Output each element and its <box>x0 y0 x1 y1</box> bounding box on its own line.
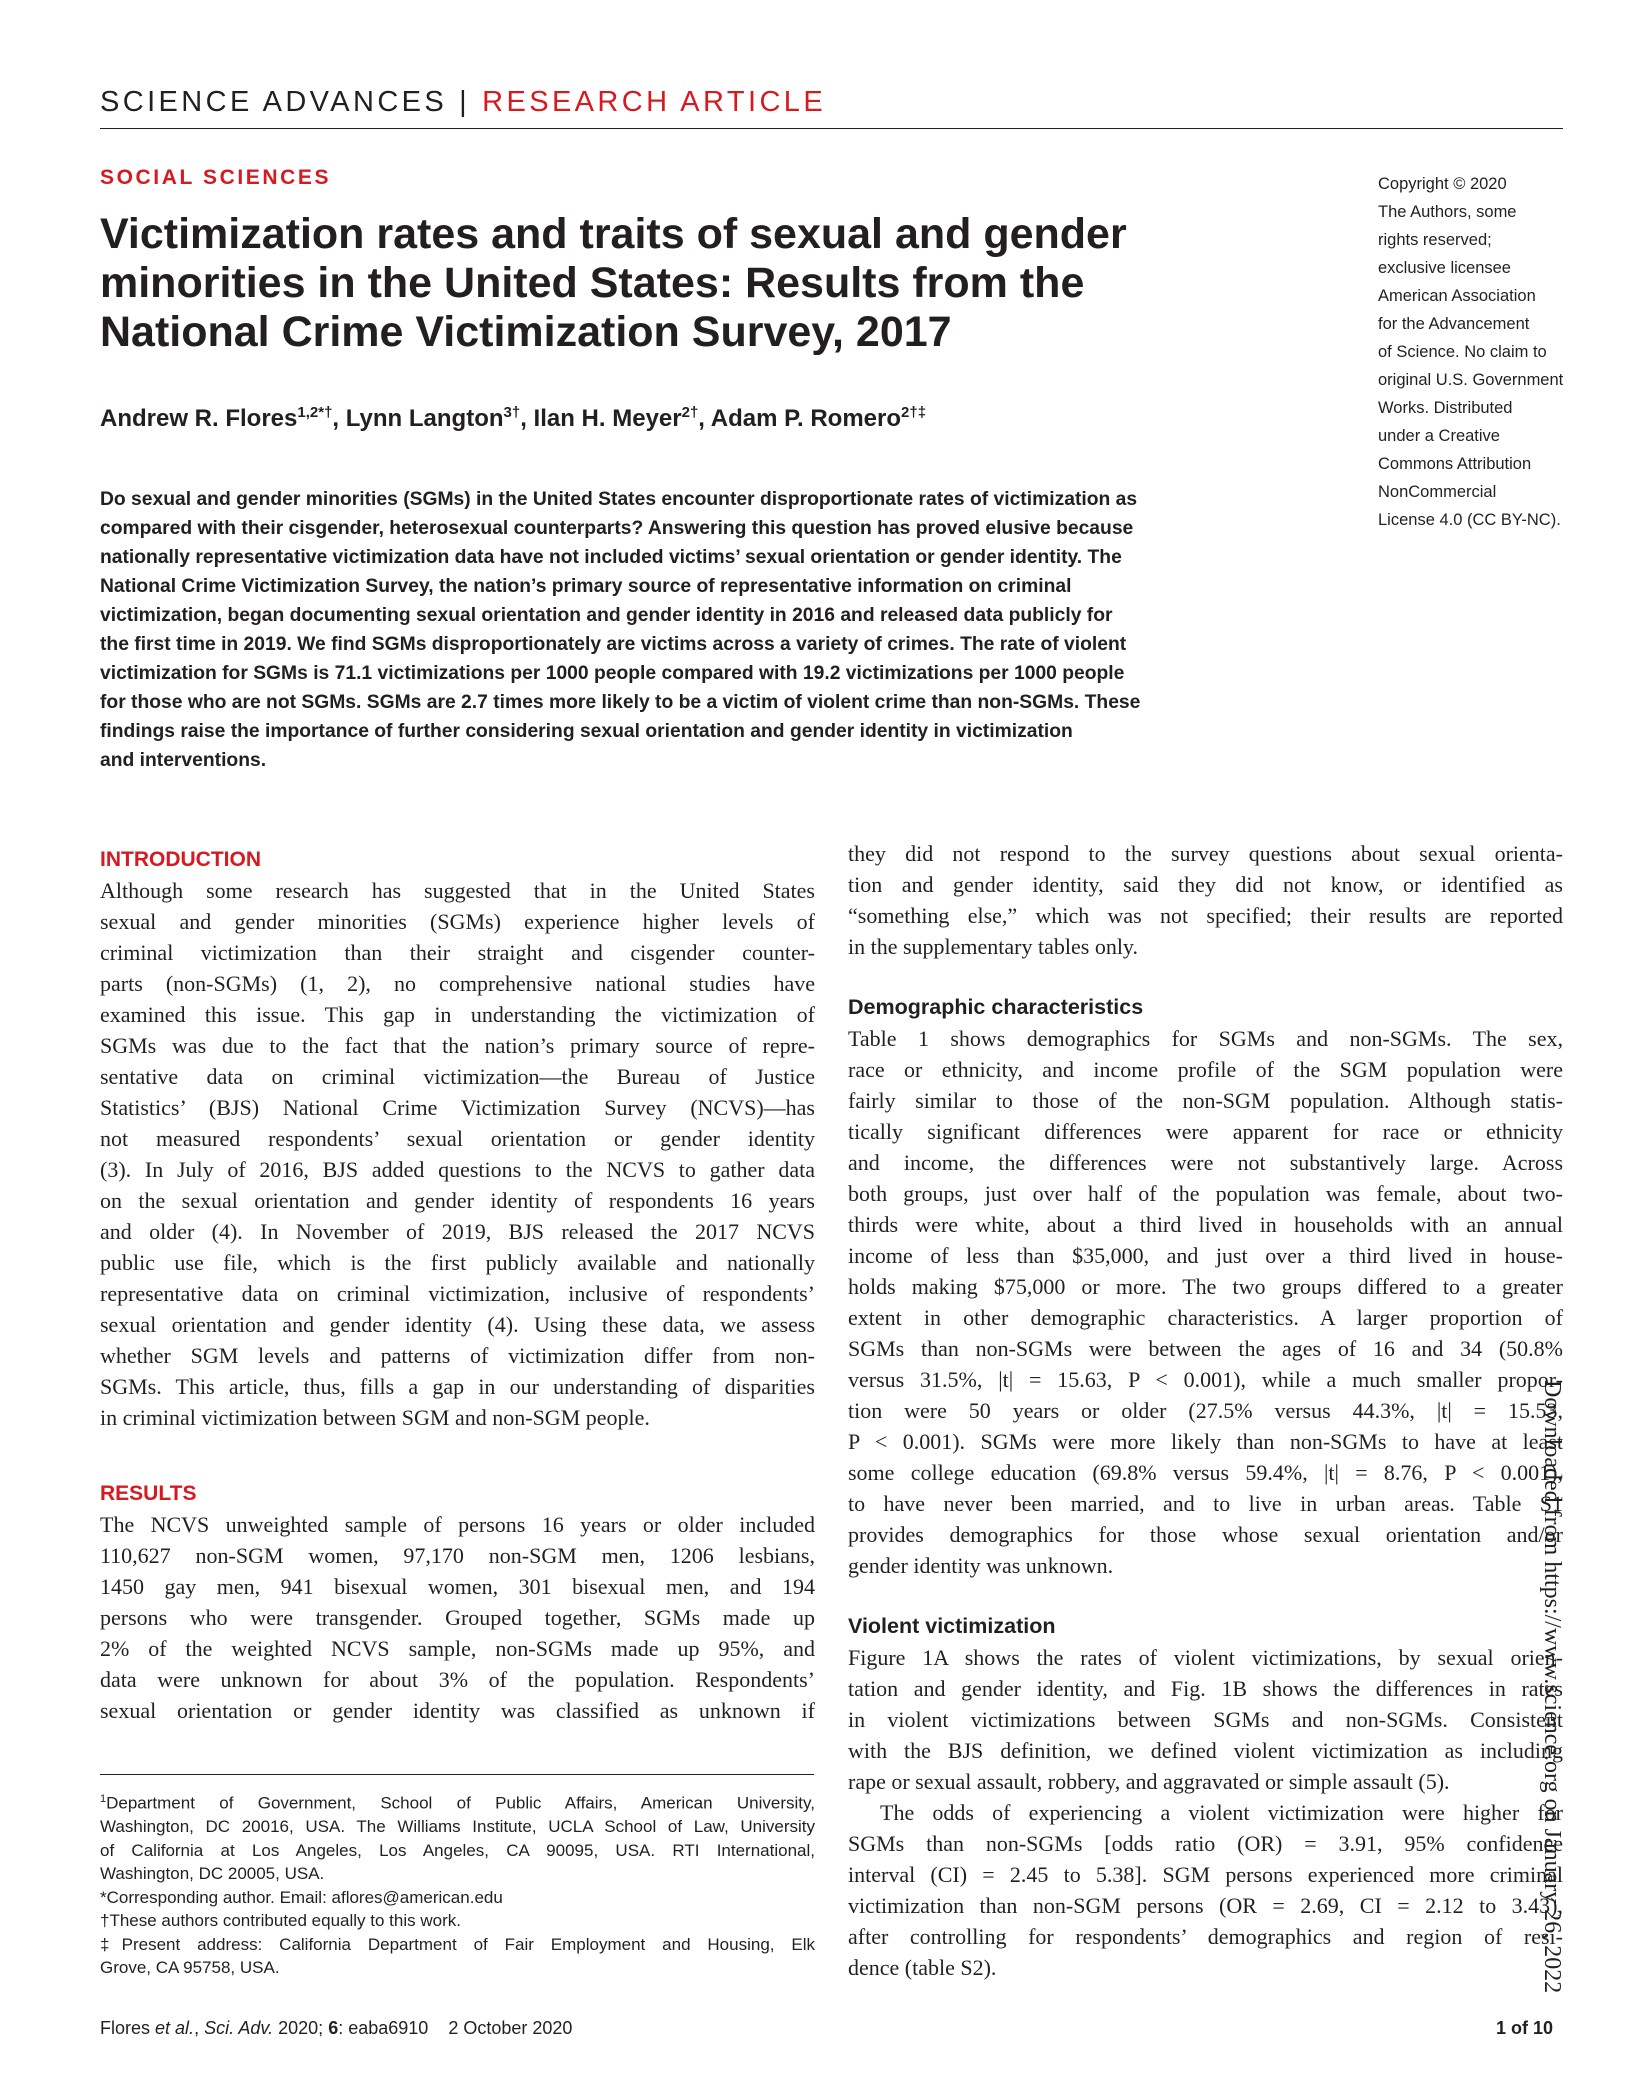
body-line: to have never been married, and to live in urban areas. Table S1 <box>848 1491 1563 1516</box>
section-gap <box>848 962 1563 992</box>
body-line: SGMs than non-SGMs were between the ages of 16 and 34 (50.8% <box>848 1336 1563 1361</box>
body-line: race or ethnicity, and income profile of the SGM population were <box>848 1057 1563 1082</box>
affiliation-line <box>100 1862 815 1886</box>
affiliation-mark: 1 <box>100 1793 107 1805</box>
body-line: SGMs. This article, thus, fills a gap in our understanding of disparities <box>100 1374 815 1399</box>
author-name[interactable]: Adam P. Romero <box>710 405 902 432</box>
body-line: in violent victimizations between SGMs and non-SGMs. Consistent <box>848 1707 1563 1732</box>
body-line: The odds of experiencing a violent victimization were higher for <box>880 1800 1563 1825</box>
body-line: thirds were white, about a third lived in households with an annual <box>848 1212 1563 1237</box>
affiliation-text: Department of Government, School of Public Affairs, American University, <box>106 1793 815 1813</box>
body-line: SGMs was due to the fact that the nation’s primary source of repre- <box>100 1033 815 1058</box>
copyright-line: License 4.0 (CC BY-NC). <box>1378 511 1561 529</box>
article-type: RESEARCH ARTICLE <box>482 86 827 118</box>
body-line: public use file, which is the first publicly available and nationally <box>100 1250 815 1275</box>
body-line: parts (non-SGMs) (1, 2), no comprehensive national studies have <box>100 971 815 996</box>
body-line: P < 0.001). SGMs were more likely than non-SGMs to have at least <box>848 1429 1563 1454</box>
body-line: tically significant differences were apparent for race or ethnicity <box>848 1119 1563 1144</box>
violent-victimization-heading: Violent victimization <box>848 1614 1056 1638</box>
author-separator: , <box>520 405 534 432</box>
present-address-note: Grove, CA 95758, USA. <box>100 1958 280 1978</box>
body-line: The NCVS unweighted sample of persons 16 years or older included <box>100 1512 815 1537</box>
abstract-line: National Crime Victimization Survey, the nation’s primary source of representative information on criminal <box>100 576 1072 597</box>
copyright-line: American Association <box>1378 287 1536 305</box>
journal-header <box>100 80 1563 129</box>
body-line: Statistics’ (BJS) National Crime Victimization Survey (NCVS)—has <box>100 1095 815 1120</box>
body-line: not measured respondents’ sexual orientation or gender identity <box>100 1126 815 1151</box>
footnotes <box>100 1788 815 1980</box>
abstract-line: for those who are not SGMs. SGMs are 2.7 times more likely to be a victim of violent crime than non-SGMs. These <box>100 692 1141 713</box>
results-heading: RESULTS <box>100 1482 197 1505</box>
body-line: persons who were transgender. Grouped together, SGMs made up <box>100 1605 815 1630</box>
body-line: victimization than non-SGM persons (OR = 2.69, CI = 2.12 to 3.43), <box>848 1893 1563 1918</box>
footnote-divider <box>100 1774 814 1775</box>
body-line: they did not respond to the survey questions about sexual orienta- <box>848 841 1563 866</box>
body-line: dence (table S2). <box>848 1955 997 1980</box>
footer-journal: Sci. Adv. <box>204 2018 274 2038</box>
affiliation-text: of California at Los Angeles, Los Angeles, CA 90095, USA. RTI International, <box>100 1840 815 1860</box>
body-line: interval (CI) = 2.45 to 5.38]. SGM persons experienced more criminal <box>848 1862 1563 1887</box>
abstract-line: nationally representative victimization data have not included victims’ sexual orientation or gender identity. The <box>100 547 1122 568</box>
copyright-line: under a Creative <box>1378 427 1500 445</box>
affiliation-text: Washington, DC 20005, USA. <box>100 1864 325 1884</box>
author-affiliation-mark: 3† <box>503 404 521 421</box>
citation-footer: Flores et al., Sci. Adv. 2020; 6: eaba6910 2 October 2020 <box>100 2018 573 2038</box>
section-label: SOCIAL SCIENCES <box>100 166 332 189</box>
body-line: tion were 50 years or older (27.5% versus 44.3%, |t| = 15.53, <box>848 1398 1563 1423</box>
author-name[interactable]: Andrew R. Flores <box>100 405 298 432</box>
author-separator: , <box>332 405 346 432</box>
body-line: 110,627 non-SGM women, 97,170 non-SGM men, 1206 lesbians, <box>100 1543 815 1568</box>
copyright-line: original U.S. Government <box>1378 371 1564 389</box>
copyright-line: of Science. No claim to <box>1378 343 1547 361</box>
author-affiliation-mark: 1,2*† <box>297 404 333 421</box>
body-line: income of less than $35,000, and just over a third lived in house- <box>848 1243 1563 1268</box>
author-affiliation-mark: 2† <box>681 404 699 421</box>
abstract-line: and interventions. <box>100 750 267 771</box>
body-line: provides demographics for those whose sexual orientation and/or <box>848 1522 1563 1547</box>
body-line: examined this issue. This gap in understanding the victimization of <box>100 1002 815 1027</box>
body-line: rape or sexual assault, robbery, and aggravated or simple assault (5). <box>848 1769 1450 1794</box>
body-line: data were unknown for about 3% of the population. Respondents’ <box>100 1667 815 1692</box>
journal-banner <box>100 86 826 119</box>
copyright-line: The Authors, some <box>1378 203 1517 221</box>
footer-year: 2020; <box>278 2018 324 2038</box>
body-line: SGMs than non-SGMs [odds ratio (OR) = 3.91, 95% confidence <box>848 1831 1563 1856</box>
body-line: sexual orientation and gender identity (4). Using these data, we assess <box>100 1312 815 1337</box>
body-line: and older (4). In November of 2019, BJS released the 2017 NCVS <box>100 1219 815 1244</box>
body-line: “something else,” which was not specified; their results are reported <box>848 903 1563 928</box>
left-column <box>100 838 815 1726</box>
body-line: Figure 1A shows the rates of violent victimizations, by sexual orien- <box>848 1645 1563 1670</box>
body-line: fairly similar to those of the non-SGM population. Although statis- <box>848 1088 1563 1113</box>
copyright-line: exclusive licensee <box>1378 259 1511 277</box>
affiliation-line <box>100 1839 815 1863</box>
section-gap <box>848 1581 1563 1611</box>
abstract-line: compared with their cisgender, heterosexual counterparts? Answering this question has proved elusive because <box>100 518 1134 539</box>
abstract-line: findings raise the importance of further considering sexual orientation and gender identity in victimization <box>100 721 1073 742</box>
footer-author: Flores <box>100 2018 151 2038</box>
author-separator: , <box>698 405 711 432</box>
page-number: 1 of 10 <box>1496 2018 1554 2038</box>
author-name[interactable]: Lynn Langton <box>345 405 504 432</box>
demographics-heading: Demographic characteristics <box>848 995 1144 1019</box>
body-line: both groups, just over half of the population was female, about two- <box>848 1181 1563 1206</box>
author-name[interactable]: Ilan H. Meyer <box>533 405 682 432</box>
header-separator: | <box>459 86 471 118</box>
present-address-note: ‡Present address: California Department of Fair Employment and Housing, Elk <box>100 1934 815 1954</box>
equal-contribution-note: †These authors contributed equally to this work. <box>100 1911 461 1931</box>
copyright-line: Copyright © 2020 <box>1378 175 1507 193</box>
affiliation-line <box>100 1788 815 1815</box>
body-line: gender identity was unknown. <box>848 1553 1114 1578</box>
body-line: tation and gender identity, and Fig. 1B shows the differences in rates <box>848 1676 1563 1701</box>
body-line: tion and gender identity, said they did not know, or identified as <box>848 872 1563 897</box>
copyright-line: Commons Attribution <box>1378 455 1532 473</box>
abstract-line: victimization, began documenting sexual orientation and gender identity in 2016 and released data publicly for <box>100 605 1113 626</box>
body-line: and income, the differences were not substantively large. Across <box>848 1150 1563 1175</box>
footer-date: 2 October 2020 <box>448 2018 573 2038</box>
body-line: with the BJS definition, we defined violent victimization as including <box>848 1738 1563 1763</box>
journal-name: SCIENCE ADVANCES <box>100 86 448 118</box>
introduction-heading: INTRODUCTION <box>100 848 261 871</box>
body-line: extent in other demographic characteristics. A larger proportion of <box>848 1305 1563 1330</box>
copyright-line: rights reserved; <box>1378 231 1492 249</box>
right-column <box>848 838 1563 1983</box>
body-line: representative data on criminal victimization, inclusive of respondents’ <box>100 1281 815 1306</box>
author-list <box>100 404 926 433</box>
download-note[interactable]: Downloaded from https://www.science.org on January 26, 2022 <box>1539 1380 1565 1994</box>
body-line: 2% of the weighted NCVS sample, non-SGMs made up 95%, and <box>100 1636 815 1661</box>
abstract <box>100 485 1325 775</box>
affiliation-line <box>100 1815 815 1839</box>
body-line: Table 1 shows demographics for SGMs and non-SGMs. The sex, <box>848 1026 1563 1051</box>
section-gap <box>100 1433 815 1472</box>
body-line: in the supplementary tables only. <box>848 934 1139 959</box>
body-line: on the sexual orientation and gender identity of respondents 16 years <box>100 1188 815 1213</box>
abstract-line: Do sexual and gender minorities (SGMs) in the United States encounter disproportionate rates of victimization as <box>100 489 1138 510</box>
body-line: Although some research has suggested that in the United States <box>100 878 815 903</box>
body-line: (3). In July of 2016, BJS added questions to the NCVS to gather data <box>100 1157 815 1182</box>
body-line: after controlling for respondents’ demographics and region of resi- <box>848 1924 1563 1949</box>
affiliation-text: Washington, DC 20016, USA. The Williams Institute, UCLA School of Law, University <box>100 1817 815 1837</box>
copyright-notice <box>1378 170 1578 534</box>
abstract-line: victimization for SGMs is 71.1 victimizations per 1000 people compared with 19.2 victimizations per 1000 people <box>100 663 1125 684</box>
footer-volume: 6 <box>328 2018 339 2038</box>
body-line: some college education (69.8% versus 59.4%, |t| = 8.76, P < 0.001), <box>848 1460 1563 1485</box>
footer-article-id: : eaba6910 <box>338 2018 429 2038</box>
footer-et-al: et al. <box>155 2018 195 2038</box>
body-line: 1450 gay men, 941 bisexual women, 301 bisexual men, and 194 <box>100 1574 815 1599</box>
body-line: in criminal victimization between SGM and non-SGM people. <box>100 1405 650 1430</box>
body-line: versus 31.5%, |t| = 15.63, P < 0.001), while a much smaller propor- <box>848 1367 1563 1392</box>
copyright-line: NonCommercial <box>1378 483 1497 501</box>
body-line: sexual orientation or gender identity was classified as unknown if <box>100 1698 815 1723</box>
body-line: sexual and gender minorities (SGMs) experience higher levels of <box>100 909 815 934</box>
body-line: criminal victimization than their straight and cisgender counter- <box>100 940 815 965</box>
copyright-line: for the Advancement <box>1378 315 1530 333</box>
body-line: sentative data on criminal victimization—the Bureau of Justice <box>100 1064 815 1089</box>
copyright-line: Works. Distributed <box>1378 399 1513 417</box>
corresponding-author-note[interactable]: *Corresponding author. Email: aflores@american.edu <box>100 1887 503 1907</box>
article-title: Victimization rates and traits of sexual and gender minorities in the United States: Results from the National Crime Victimization Survey, 2017 <box>100 210 1127 356</box>
abstract-line: the first time in 2019. We find SGMs disproportionately are victims across a variety of crimes. The rate of violent <box>100 634 1127 655</box>
body-line: whether SGM levels and patterns of victimization differ from non- <box>100 1343 815 1368</box>
author-affiliation-mark: 2†‡ <box>901 404 927 421</box>
body-line: holds making $75,000 or more. The two groups differed to a greater <box>848 1274 1563 1299</box>
